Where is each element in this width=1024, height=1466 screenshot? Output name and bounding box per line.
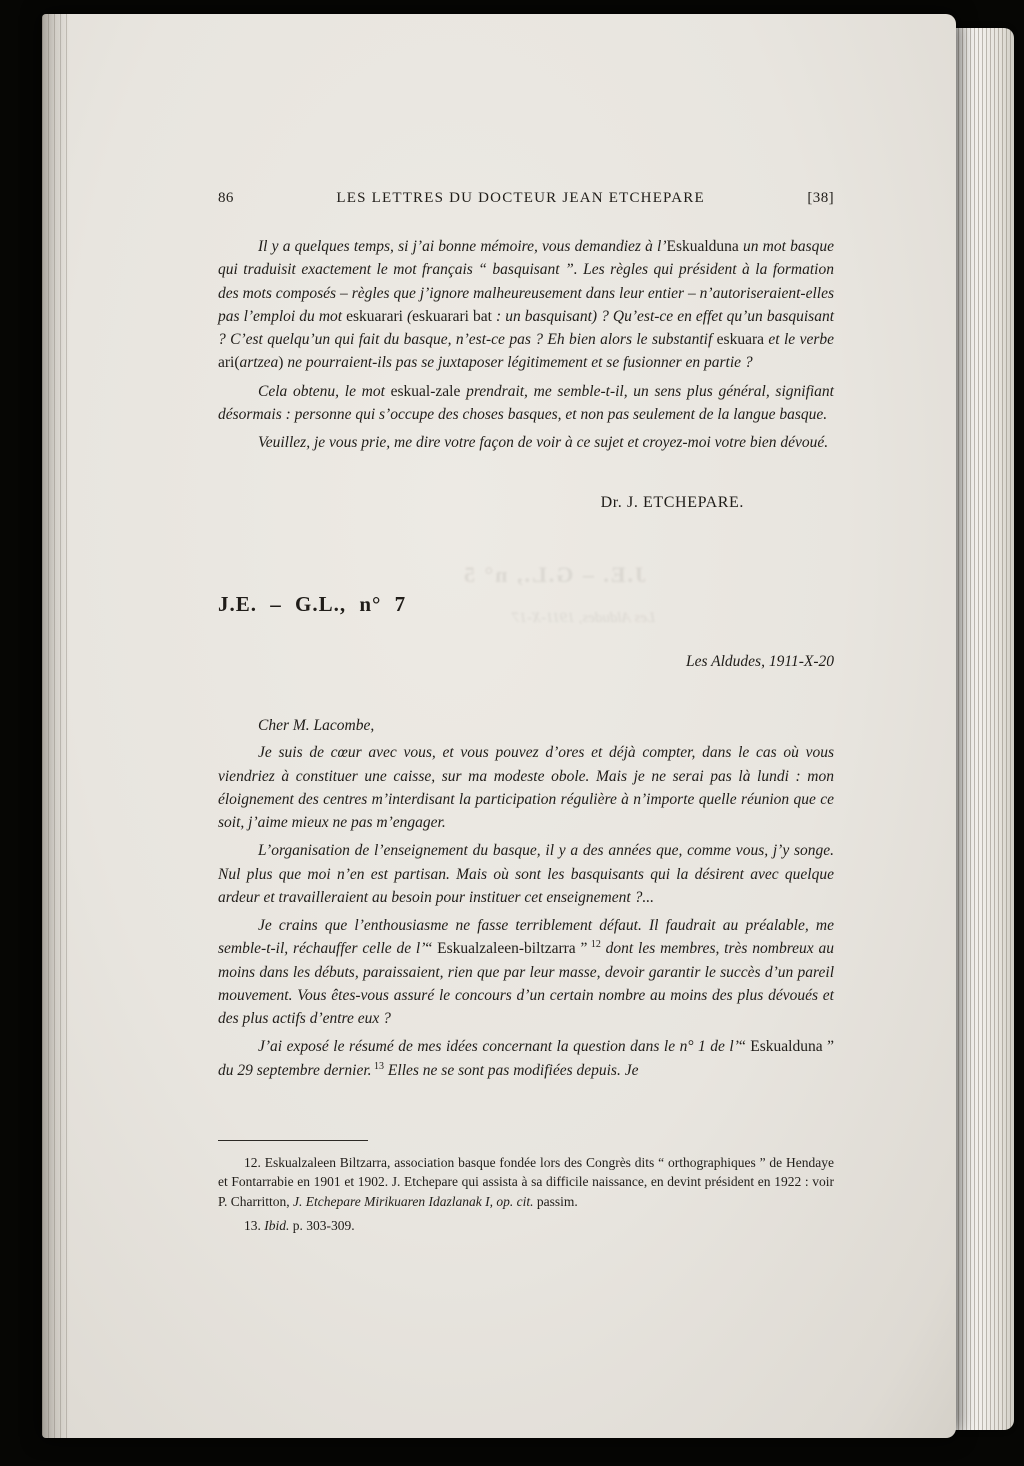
text-segment: artzea	[239, 354, 279, 372]
text-segment: p. 303-309.	[289, 1218, 355, 1234]
letter-paragraph	[218, 914, 834, 1030]
footnote	[218, 1216, 834, 1236]
letter-paragraph	[218, 431, 834, 454]
text-segment: L’organisation de l’enseignement du basque, il y a des années que, comme vous, j’y songe. Nul plus que moi n’en est partisan. Mais où sont les basquisants qui la désirent avec quelque ardeur et travailleraient au besoin pour instituer cet enseignement ?...	[218, 842, 834, 906]
page-content	[218, 190, 834, 1241]
text-segment: Ibid.	[264, 1218, 290, 1234]
footnote	[218, 1153, 834, 1212]
text-segment: J’ai exposé le résumé de mes idées concernant la question dans le n° 1 de l’	[258, 1038, 739, 1056]
text-segment: “ Eskualzaleen-biltzarra ”	[425, 940, 588, 958]
page-stack-edge	[950, 28, 1014, 1430]
text-segment: 13	[371, 1060, 385, 1072]
page-number: 86	[218, 190, 234, 206]
text-segment: eskual-zale	[390, 382, 461, 400]
running-head	[218, 190, 834, 207]
text-segment: eskuarari bat	[412, 307, 492, 325]
letter-paragraph	[218, 235, 834, 375]
dateline: Les Aldudes, 1911-X-20	[686, 653, 834, 671]
running-title: LES LETTRES DU DOCTEUR JEAN ETCHEPARE	[336, 190, 705, 206]
text-segment: “ Eskualduna ”	[738, 1038, 834, 1056]
letter-heading: J.E. – G.L., n° 7	[218, 592, 407, 617]
folio-reference: [38]	[807, 190, 834, 206]
bleedthrough-text: J.E. – G.L., n° 5	[462, 562, 646, 587]
text-segment: : un basquisant) ? Qu’est-ce en effet qu’un basquisant ? C’est quelqu’un qui fait du basque, n’est-ce pas ? Eh bien alors le substantif	[218, 307, 835, 348]
text-segment: Je suis de cœur avec vous, et vous pouvez d’ores et déjà compter, dans le cas où vous viendriez à constituer une caisse, sur ma modeste obole. Mais je ne serai pas là lundi : mon éloignement des centres m’interdisant la participation régulière à n’importe quelle réunion que ce soit, j’aime mieux ne pas m’engager.	[218, 744, 834, 831]
text-segment: 12. Eskualzaleen Biltzarra, association basque fondée lors des Congrès dits “ orthographiques ” de Hendaye et Fontarrabie en 1901 et 1902. J. Etchepare qui assista à sa difficile naissance, en devint président en 1922 : voir P. Charritton,	[218, 1154, 834, 1209]
text-segment: J. Etchepare Mirikuaren Idazlanak I, op. cit.	[293, 1193, 534, 1209]
signature: Dr. J. ETCHEPARE.	[600, 494, 744, 512]
text-segment: Veuillez, je vous prie, me dire votre façon de voir à ce sujet et croyez-moi votre bien dévoué.	[258, 434, 829, 451]
text-segment: (	[402, 307, 413, 325]
text-segment: eskuara	[716, 331, 764, 348]
letter-paragraph	[218, 839, 834, 909]
book-page	[42, 14, 956, 1438]
letter-paragraph	[218, 741, 834, 834]
text-segment: Je crains que l’enthousiasme ne fasse terriblement défaut. Il faudrait au préalable, me semble-t-il, réchauffer celle de l’	[218, 917, 834, 958]
text-segment: passim.	[533, 1193, 578, 1209]
text-segment: 13.	[244, 1218, 265, 1234]
salutation: Cher M. Lacombe,	[258, 717, 375, 735]
text-segment: )	[278, 354, 284, 372]
text-segment: prendrait, me semble-t-il, un sens plus général, signifiant désormais : personne qui s’occupe des choses basques, et non pas seulement de la langue basque.	[218, 382, 834, 423]
text-segment: Elles ne se sont pas modifiées depuis. Je	[384, 1061, 639, 1079]
text-segment: eskuarari	[346, 307, 403, 325]
text-segment: dont les membres, très nombreux au moins dans les débuts, paraissaient, rien que par leur masse, devoir garantir le succès d’un pareil mouvement. Vous êtes-vous assuré le concours d’un certain nombre au moins des plus dévoués et des plus actifs d’entre eux ?	[218, 940, 834, 1027]
text-segment: Il y a quelques temps, si j’ai bonne mémoire, vous demandiez à l’	[258, 238, 667, 255]
bleedthrough-text: Les Aldudes, 1911-X-17	[512, 610, 656, 626]
footnotes	[218, 1140, 834, 1236]
text-segment: 12	[587, 939, 601, 951]
text-segment: ne pourraient-ils pas se juxtaposer légitimement et se fusionner en partie ?	[283, 354, 753, 372]
text-segment: du 29 septembre dernier.	[218, 1061, 372, 1079]
text-segment: ari(	[218, 354, 240, 372]
letter-paragraph	[218, 1035, 834, 1082]
binding-shadow	[42, 14, 72, 1438]
text-segment: Cela obtenu, le mot	[258, 382, 391, 400]
text-segment: et le verbe	[764, 331, 834, 348]
footnote-separator	[218, 1140, 368, 1141]
text-segment: un mot basque qui traduisit exactement le mot français “ basquisant ”. Les règles qui président à la formation des mots composés – règles que j’ignore malheureusement dans leur entier – n’autoriseraient-elles pas l’emploi du mot	[218, 238, 834, 325]
letter-paragraph	[218, 380, 834, 427]
text-segment: Eskualduna	[666, 238, 739, 255]
